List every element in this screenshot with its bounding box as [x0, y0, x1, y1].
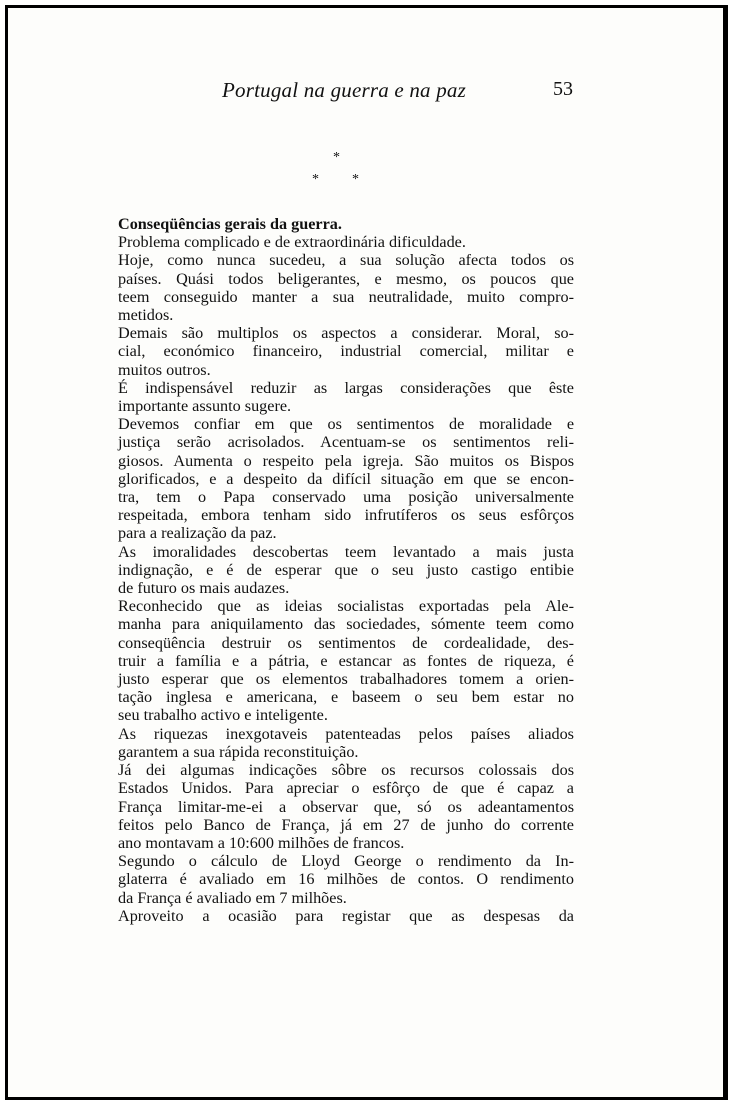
text-line: As imoralidades descobertas teem levantado a mais justa	[118, 542, 574, 561]
text-line: Estados Unidos. Para apreciar o esfôrço de que é capaz a	[118, 779, 574, 798]
paragraph	[118, 379, 574, 415]
paragraph	[118, 415, 574, 542]
text-line: Reconhecido que as ideias socialistas exportadas pela Ale-	[118, 597, 574, 616]
text-line: países. Quási todos beligerantes, e mesmo, os poucos que	[118, 269, 574, 288]
paragraph	[118, 543, 574, 598]
paragraph	[118, 233, 574, 251]
text-line: Problema complicado e de extraordinária dificuldade.	[118, 233, 466, 252]
text-line: França limitar-me-ei a observar que, só os adeantamentos	[118, 797, 574, 816]
text-line: justiça serão acrisolados. Acentuam-se os sentimentos reli-	[118, 433, 574, 452]
text-line: feitos pelo Banco de França, já em 27 de junho do corrente	[118, 815, 574, 834]
page-header	[0, 78, 735, 108]
text-line: ano montavam a 10:600 milhões de francos.	[118, 833, 405, 852]
text-line: seu trabalho activo e inteligente.	[118, 706, 328, 725]
text-line: glaterra é avaliado em 16 milhões de contos. O rendimento	[118, 870, 574, 889]
text-line: truir a família e a pátria, e estancar as fontes de riqueza, é	[118, 651, 574, 670]
paragraph	[118, 907, 574, 925]
text-line: conseqüência destruir os sentimentos de cordealidade, des-	[118, 633, 574, 652]
paragraph	[118, 324, 574, 379]
text-line: Já dei algumas indicações sôbre os recursos colossais dos	[118, 761, 574, 780]
ornament-star: *	[312, 172, 319, 187]
text-line: manha para aniquilamento das sociedades, sómente teem como	[118, 615, 574, 634]
text-line: justo esperar que os elementos trabalhadores tomem a orien-	[118, 670, 574, 689]
text-line: Aproveito a ocasião para registar que as despesas da	[118, 906, 574, 925]
text-line: Devemos confiar em que os sentimentos de moralidade e	[118, 415, 574, 434]
paragraph	[118, 251, 574, 324]
text-line: respeitada, embora tenham sido infrutíferos os seus esfôrços	[118, 506, 574, 525]
text-line: importante assunto sugere.	[118, 397, 292, 416]
ornament-star: *	[352, 172, 359, 187]
text-line: garantem a sua rápida reconstituição.	[118, 742, 359, 761]
text-line: tra, tem o Papa conservado uma posição universalmente	[118, 488, 574, 507]
text-line: de futuro os mais audazes.	[118, 579, 290, 598]
paragraph	[118, 725, 574, 761]
ornament-star: *	[333, 150, 340, 165]
section-ornament	[300, 150, 380, 190]
section-heading: Conseqüências gerais da guerra.	[118, 215, 342, 233]
text-line: Segundo o cálculo de Lloyd George o rendimento da In-	[118, 852, 574, 871]
text-line: cial, económico financeiro, industrial comercial, militar e	[118, 342, 574, 361]
paragraph	[118, 597, 574, 724]
text-line: glorificados, e a despeito da difícil situação em que se encon-	[118, 469, 574, 488]
paragraph	[118, 761, 574, 852]
text-line: para a realização da paz.	[118, 524, 277, 543]
text-line: indignação, e é de esperar que o seu justo castigo entibie	[118, 560, 574, 579]
text-line: teem conseguido manter a sua neutralidade, muito compro-	[118, 287, 574, 306]
text-line: metidos.	[118, 306, 174, 325]
text-line: tação inglesa e americana, e baseem o seu bem estar no	[118, 688, 574, 707]
text-line: giosos. Aumenta o respeito pela igreja. São muitos os Bispos	[118, 451, 574, 470]
text-line: É indispensável reduzir as largas considerações que êste	[118, 378, 574, 397]
body-text	[118, 215, 574, 925]
text-line: Hoje, como nunca sucedeu, a sua solução afecta todos os	[118, 251, 574, 270]
text-line: Demais são multiplos os aspectos a considerar. Moral, so-	[118, 324, 574, 343]
text-line: muitos outros.	[118, 360, 211, 379]
page-number: 53	[553, 78, 573, 100]
text-line: da França é avaliado em 7 milhões.	[118, 888, 347, 907]
text-line: As riquezas inexgotaveis patenteadas pelos países aliados	[118, 724, 574, 743]
paragraph	[118, 852, 574, 907]
running-title: Portugal na guerra e na paz	[222, 78, 466, 102]
paragraph-list	[118, 233, 574, 925]
